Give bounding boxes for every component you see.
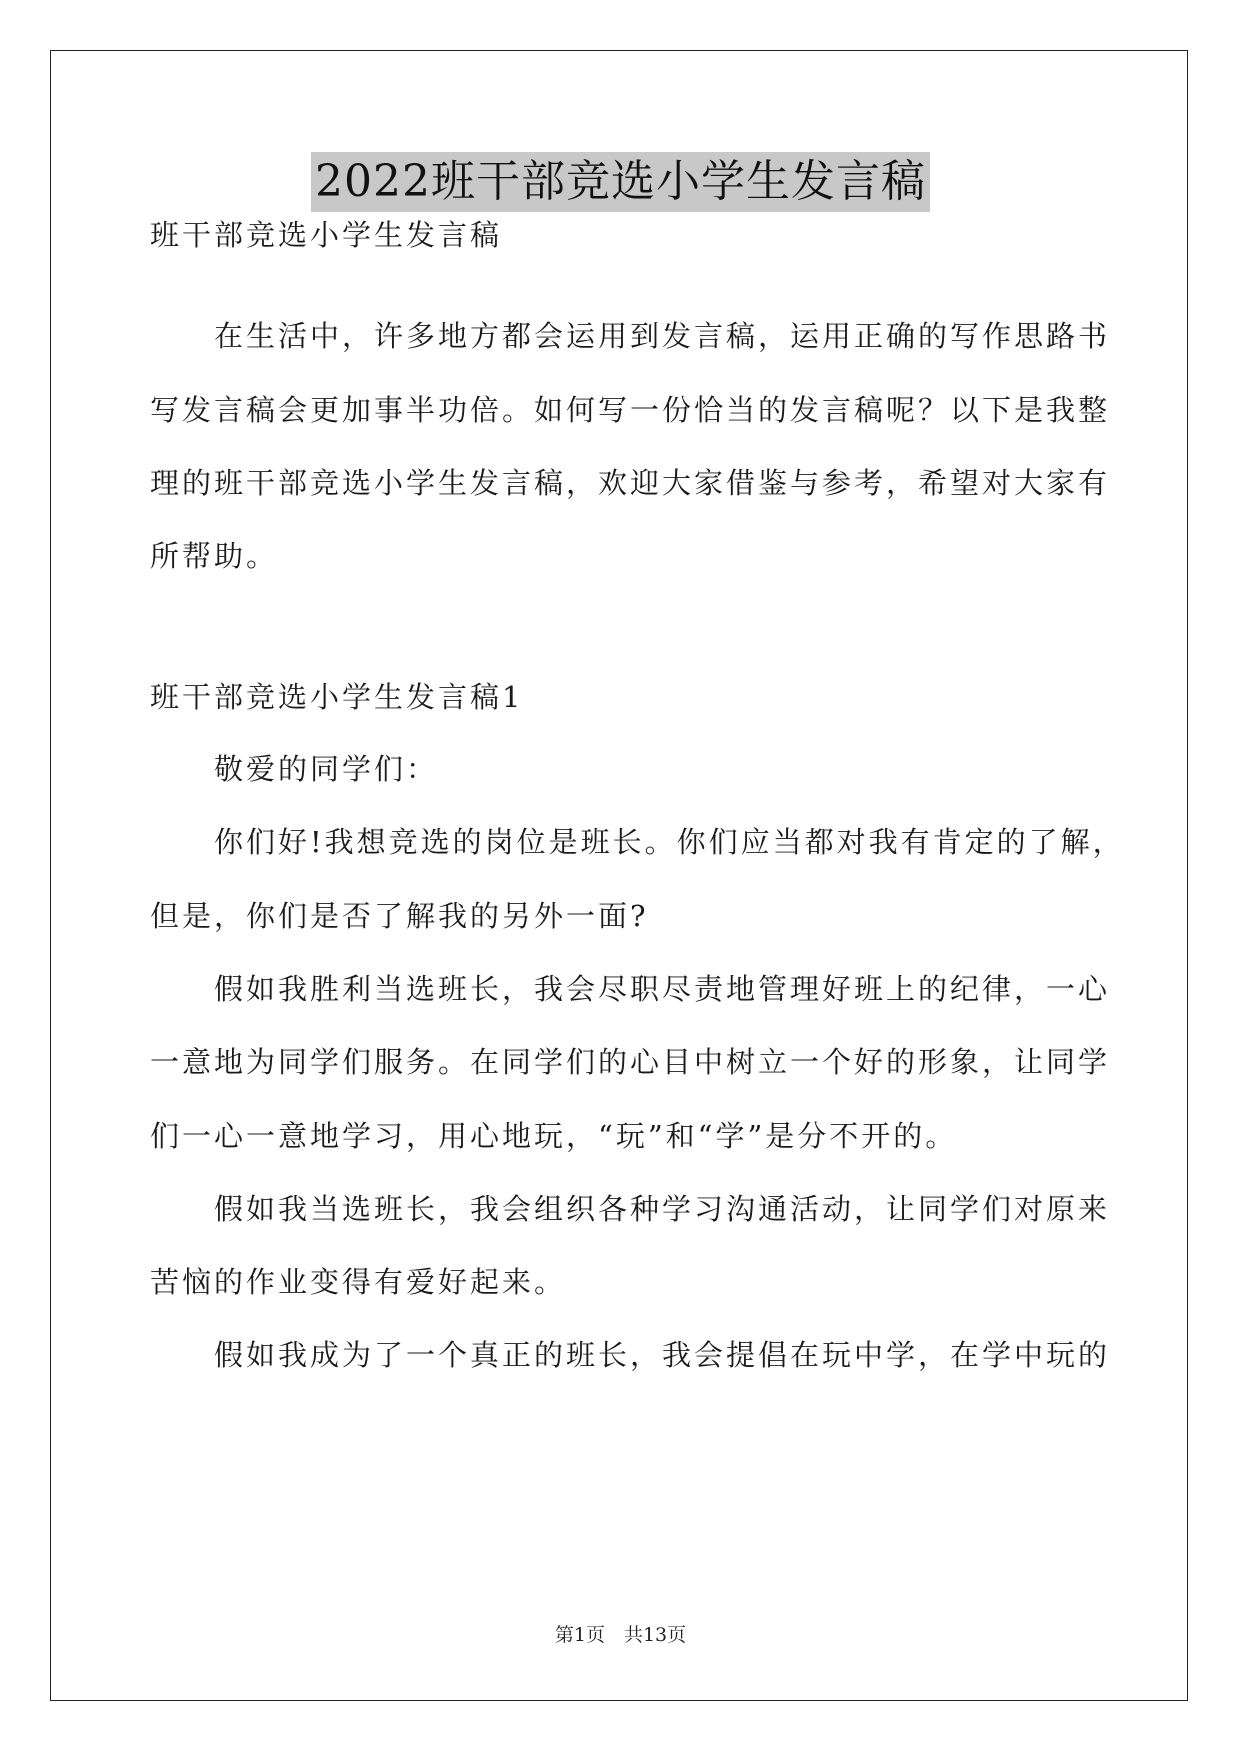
paragraph-line: 在生活中，许多地方都会运用到发言稿，运用正确的写作思路书: [214, 319, 1111, 353]
document-title: 2022班干部竞选小学生发言稿: [311, 152, 930, 212]
paragraph-line: 假如我当选班长，我会组织各种学习沟通活动，让同学们对原来: [214, 1192, 1111, 1226]
paragraph-line: 一意地为同学们服务。在同学们的心目中树立一个好的形象，让同学: [150, 1045, 1111, 1079]
paragraph-line: 假如我成为了一个真正的班长，我会提倡在玩中学，在学中玩的: [214, 1338, 1111, 1372]
paragraph-line: 你们好!我想竞选的岗位是班长。你们应当都对我有肯定的了解，: [214, 825, 1125, 859]
paragraph-line: 写发言稿会更加事半功倍。如何写一份恰当的发言稿呢？以下是我整: [150, 393, 1111, 427]
paragraph-line: 但是，你们是否了解我的另外一面?: [150, 899, 649, 933]
page-footer: 第1页 共13页: [554, 1624, 687, 1646]
paragraph-line: 苦恼的作业变得有爱好起来。: [150, 1265, 567, 1299]
page-border: [50, 50, 1188, 1701]
paragraph-line: 理的班干部竞选小学生发言稿，欢迎大家借鉴与参考，希望对大家有: [150, 466, 1111, 500]
paragraph-line: 们一心一意地学习，用心地玩，“玩”和“学”是分不开的。: [150, 1119, 958, 1153]
section-heading: 班干部竞选小学生发言稿: [150, 218, 503, 252]
paragraph-line: 假如我胜利当选班长，我会尽职尽责地管理好班上的纪律，一心: [214, 972, 1111, 1006]
title-container: [0, 152, 1241, 212]
section-heading: 班干部竞选小学生发言稿1: [150, 680, 524, 714]
paragraph-line: 所帮助。: [150, 539, 279, 573]
paragraph-line: 敬爱的同学们：: [214, 752, 439, 786]
